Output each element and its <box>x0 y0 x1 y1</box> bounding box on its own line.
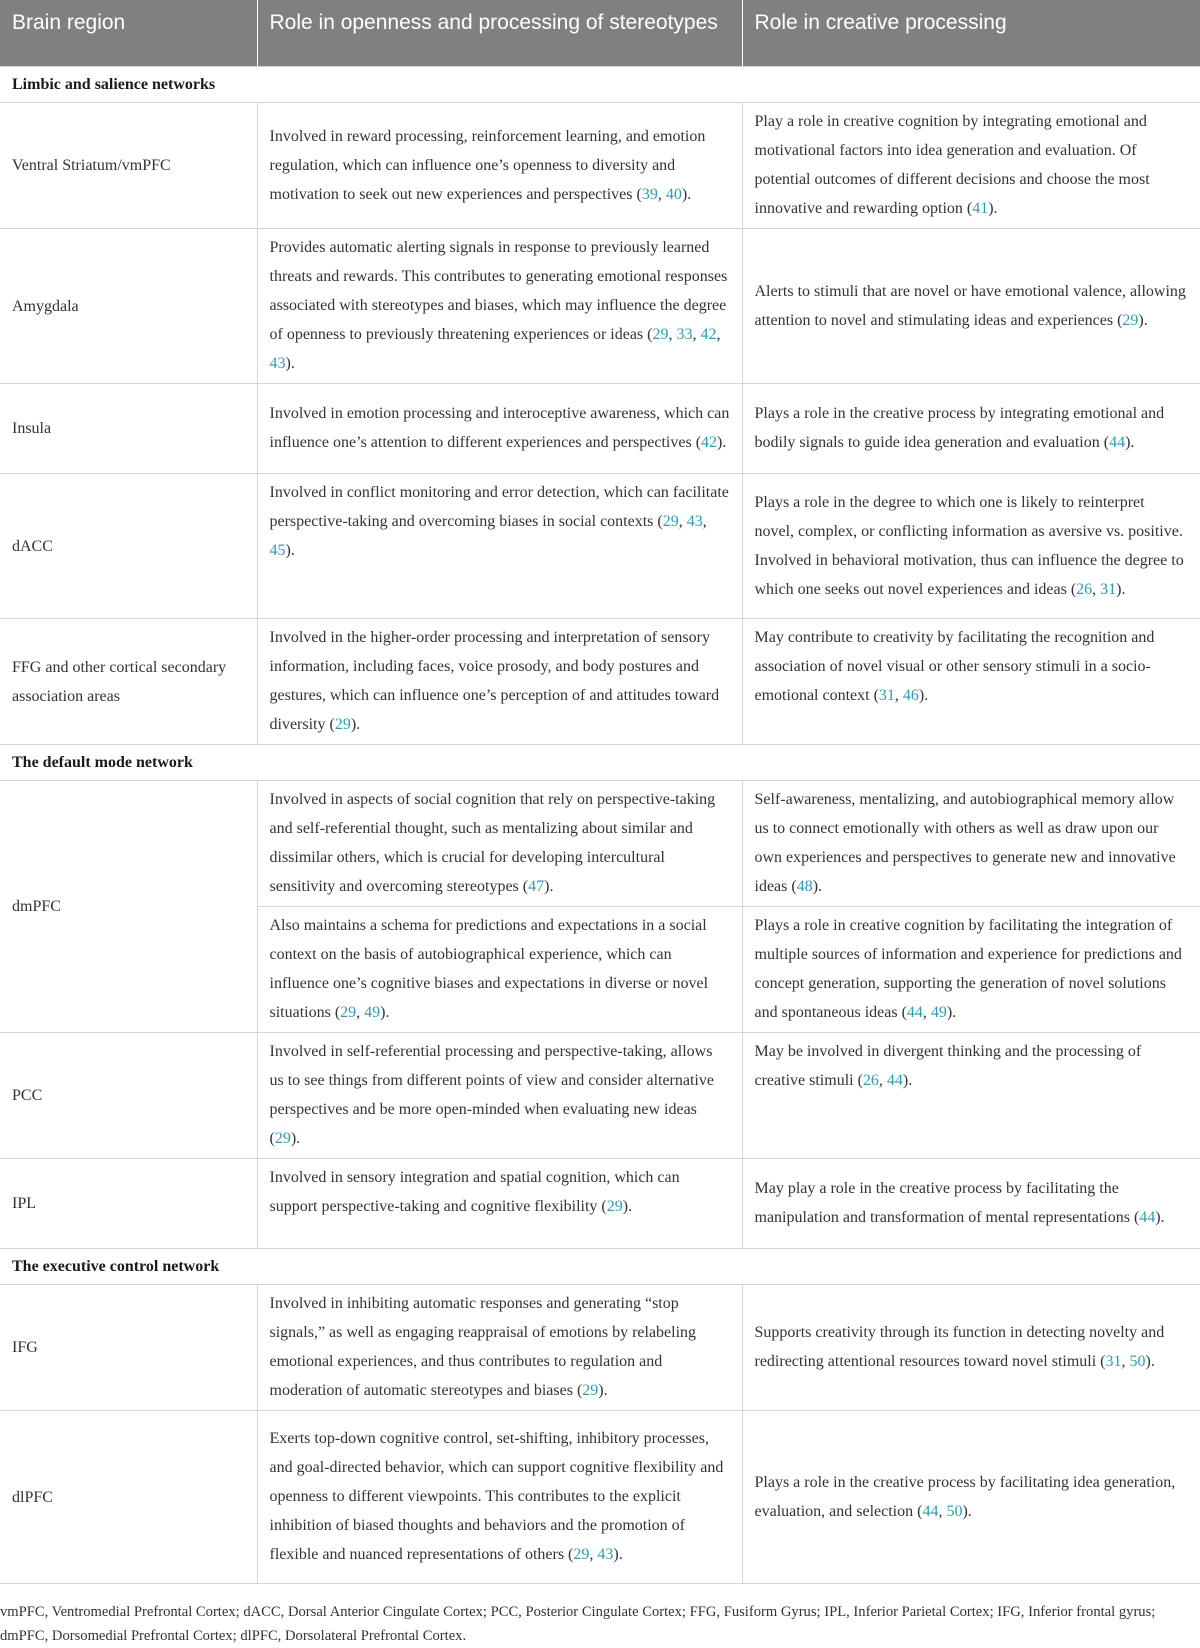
citation-link[interactable]: 29 <box>1122 311 1139 329</box>
citation-link[interactable]: 50 <box>946 1502 963 1520</box>
citation-close: ). <box>380 1004 390 1021</box>
region-cell: PCC <box>0 1033 257 1159</box>
citation-close: ). <box>946 1004 957 1021</box>
citation-close: ). <box>350 716 361 733</box>
cell-text: Plays a role in the creative process by facilitating idea generation, evaluation, and selection ( <box>754 1473 1176 1520</box>
citation-link[interactable]: 29 <box>652 326 669 343</box>
citation-link[interactable]: 29 <box>606 1198 623 1215</box>
creative-cell <box>742 619 1200 745</box>
creative-cell <box>742 1411 1200 1584</box>
citation-link[interactable]: 44 <box>886 1072 903 1089</box>
citation-link[interactable]: 29 <box>582 1382 599 1399</box>
region-cell: IPL <box>0 1159 257 1249</box>
citation-separator: , <box>894 687 903 704</box>
region-cell: IFG <box>0 1285 257 1411</box>
citation-close: ). <box>1155 1209 1165 1226</box>
citation-close: ). <box>812 878 823 895</box>
citation-separator: , <box>678 513 687 530</box>
table-row <box>0 1411 1200 1584</box>
citation-link[interactable]: 44 <box>1109 434 1126 451</box>
citation-link[interactable]: 29 <box>274 1130 291 1147</box>
cell-text: Plays a role in the degree to which one is likely to reinterpret novel, complex, or conflicting information as aversive vs. positive. Involved in behavioral motivation, thus can influence the degree to which one seeks out novel experiences and ideas ( <box>754 493 1184 598</box>
citation-close: ). <box>902 1072 913 1089</box>
citation-separator: , <box>589 1546 598 1563</box>
citation-separator: , <box>922 1004 931 1021</box>
citation-link[interactable]: 44 <box>906 1004 923 1021</box>
openness-cell <box>257 781 742 907</box>
table-row <box>0 384 1200 474</box>
region-cell: dlPFC <box>0 1411 257 1584</box>
citation-separator: , <box>702 513 707 530</box>
cell-text: Involved in inhibiting automatic responses and generating “stop signals,” as well as engaging reappraisal of emotions by relabeling emotional experiences, and thus contributes to regulation and moderation of automatic stereotypes and biases ( <box>269 1295 697 1399</box>
citation-link[interactable]: 49 <box>930 1004 947 1021</box>
cell-text: Alerts to stimuli that are novel or have emotional valence, allowing attention to novel and stimulating ideas and experiences ( <box>754 282 1186 329</box>
citation-link[interactable]: 26 <box>862 1072 879 1089</box>
citation-close: ). <box>717 434 727 451</box>
citation-link[interactable]: 33 <box>676 326 693 343</box>
cell-text: Self-awareness, mentalizing, and autobiographical memory allow us to connect emotionally with others as well as draw upon our own experiences and perspectives to generate new and innovative ideas ( <box>754 791 1176 895</box>
cell-text: May contribute to creativity by facilitating the recognition and association of novel visual or other sensory stimuli in a socio-emotional context ( <box>754 629 1155 704</box>
citation-separator: , <box>657 185 666 203</box>
citation-link[interactable]: 46 <box>902 687 919 704</box>
citation-link[interactable]: 48 <box>796 878 813 895</box>
region-cell: Ventral Striatum/vmPFC <box>0 103 257 229</box>
citation-link[interactable]: 31 <box>1105 1353 1122 1370</box>
openness-cell <box>257 474 742 619</box>
citation-close: ). <box>285 542 295 559</box>
citation-close: ). <box>1125 434 1135 451</box>
citation-close: ). <box>988 200 998 217</box>
openness-cell <box>257 907 742 1033</box>
cell-text: May be involved in divergent thinking and the processing of creative stimuli ( <box>754 1043 1142 1089</box>
citation-separator: , <box>1092 580 1101 598</box>
citation-link[interactable]: 31 <box>878 687 895 704</box>
cell-text: Play a role in creative cognition by integrating emotional and motivational factors into idea generation and evaluation. Of potential outcomes of different decisions and choose the most innovative and rewarding option ( <box>754 113 1150 217</box>
table-row <box>0 781 1200 907</box>
creative-cell <box>742 781 1200 907</box>
citation-link[interactable]: 26 <box>1076 580 1093 598</box>
table-row <box>0 1159 1200 1249</box>
region-cell: Amygdala <box>0 229 257 384</box>
citation-link[interactable]: 40 <box>665 185 682 203</box>
citation-separator: , <box>716 326 721 343</box>
citation-link[interactable]: 42 <box>701 434 718 451</box>
citation-link[interactable]: 41 <box>972 200 989 217</box>
citation-separator: , <box>1121 1353 1130 1370</box>
citation-link[interactable]: 43 <box>686 513 703 530</box>
citation-close: ). <box>918 687 929 704</box>
citation-separator: , <box>938 1502 947 1520</box>
citation-link[interactable]: 29 <box>573 1546 590 1563</box>
header-creative: Role in creative processing <box>742 0 1200 67</box>
cell-text: Supports creativity through its function in detecting novelty and redirecting attentional resources toward novel stimuli ( <box>754 1324 1165 1370</box>
region-cell: dACC <box>0 474 257 619</box>
region-cell: FFG and other cortical secondary association areas <box>0 619 257 745</box>
creative-cell <box>742 229 1200 384</box>
table-row <box>0 474 1200 619</box>
table-row <box>0 103 1200 229</box>
cell-text: Plays a role in the creative process by integrating emotional and bodily signals to guide idea generation and evaluation ( <box>754 405 1165 451</box>
openness-cell <box>257 619 742 745</box>
section-default-mode: The default mode network <box>0 745 1200 781</box>
citation-link[interactable]: 44 <box>1139 1209 1156 1226</box>
section-limbic: Limbic and salience networks <box>0 67 1200 103</box>
cell-text: Involved in conflict monitoring and error detection, which can facilitate perspective-taking and overcoming biases in social contexts ( <box>269 484 729 530</box>
citation-link[interactable]: 49 <box>364 1004 381 1021</box>
citation-link[interactable]: 43 <box>269 355 286 372</box>
region-cell: Insula <box>0 384 257 474</box>
region-cell: dmPFC <box>0 781 257 1033</box>
cell-text: Also maintains a schema for predictions and expectations in a social context on the basis of autobiographical experience, which can influence one’s cognitive biases and expectations in diverse or novel situations ( <box>269 917 709 1021</box>
citation-close: ). <box>681 185 692 203</box>
citation-close: ). <box>544 878 554 895</box>
creative-cell <box>742 1033 1200 1159</box>
citation-link[interactable]: 29 <box>662 513 679 530</box>
cell-text: Involved in self-referential processing and perspective-taking, allows us to see things from different points of view and consider alternative perspectives and be more open-minded when evaluating new ideas ( <box>269 1043 714 1147</box>
citation-link[interactable]: 31 <box>1100 580 1117 598</box>
creative-cell <box>742 907 1200 1033</box>
openness-cell <box>257 1285 742 1411</box>
citation-link[interactable]: 42 <box>700 326 717 343</box>
citation-link[interactable]: 44 <box>922 1502 939 1520</box>
openness-cell <box>257 1033 742 1159</box>
citation-separator: , <box>878 1072 887 1089</box>
openness-cell <box>257 1159 742 1249</box>
cell-text: Involved in emotion processing and interoceptive awareness, which can influence one’s attention to different experiences and perspectives ( <box>269 405 730 451</box>
table-row <box>0 619 1200 745</box>
cell-text: May play a role in the creative process by facilitating the manipulation and transformation of mental representations ( <box>754 1180 1140 1226</box>
header-openness: Role in openness and processing of stereotypes <box>257 0 742 67</box>
table-row <box>0 229 1200 384</box>
citation-close: ). <box>285 355 295 372</box>
table-row <box>0 1285 1200 1411</box>
openness-cell <box>257 229 742 384</box>
citation-link[interactable]: 29 <box>340 1004 357 1021</box>
cell-text: Involved in reward processing, reinforcement learning, and emotion regulation, which can influence one’s openness to diversity and motivation to seek out new experiences and perspectives ( <box>269 127 706 203</box>
citation-link[interactable]: 45 <box>269 542 286 559</box>
citation-link[interactable]: 43 <box>597 1546 614 1563</box>
openness-cell <box>257 1411 742 1584</box>
table-row <box>0 1033 1200 1159</box>
citation-close: ). <box>1145 1353 1155 1370</box>
section-executive-control: The executive control network <box>0 1249 1200 1285</box>
citation-link[interactable]: 39 <box>641 185 658 203</box>
header-brain-region: Brain region <box>0 0 257 67</box>
openness-cell <box>257 103 742 229</box>
creative-cell <box>742 103 1200 229</box>
citation-link[interactable]: 29 <box>334 716 351 733</box>
citation-separator: , <box>668 326 677 343</box>
cell-text: Plays a role in creative cognition by facilitating the integration of multiple sources of information and experience for predictions and concept generation, supporting the generation of novel solutions and spontaneous ideas ( <box>754 917 1182 1021</box>
cell-text: Provides automatic alerting signals in response to previously learned threats and rewards. This contributes to generating emotional responses associated with stereotypes and biases, which may influence the degree of openness to previously threatening experiences or ideas ( <box>269 239 728 343</box>
citation-separator: , <box>692 326 701 343</box>
header-row <box>0 0 1200 67</box>
citation-link[interactable]: 47 <box>528 878 545 895</box>
citation-close: ). <box>962 1502 972 1520</box>
creative-cell <box>742 384 1200 474</box>
citation-close: ). <box>1116 580 1126 598</box>
openness-cell <box>257 384 742 474</box>
creative-cell <box>742 1159 1200 1249</box>
citation-close: ). <box>613 1546 623 1563</box>
abbreviations-footnote: vmPFC, Ventromedial Prefrontal Cortex; dACC, Dorsal Anterior Cingulate Cortex; PCC, Posterior Cingulate Cortex; FFG, Fusiform Gyrus; IPL, Inferior Parietal Cortex; IFG, Inferior frontal gyrus; dmPFC, Dorsomedial Prefrontal Cortex; dlPFC, Dorsolateral Prefrontal Cortex. <box>0 1604 1156 1644</box>
creative-cell <box>742 1285 1200 1411</box>
citation-close: ). <box>1138 311 1148 329</box>
creative-cell <box>742 474 1200 619</box>
citation-close: ). <box>290 1130 301 1147</box>
cell-text: Exerts top-down cognitive control, set-shifting, inhibitory processes, and goal-directed behavior, which can support cognitive flexibility and openness to different viewpoints. This contributes to the explicit inhibition of biased thoughts and behaviors and the promotion of flexible and nuanced representations of others ( <box>269 1430 724 1563</box>
cell-text: Involved in aspects of social cognition that rely on perspective-taking and self-referential thought, such as mentalizing about similar and dissimilar others, which is crucial for developing intercultural sensitivity and overcoming stereotypes ( <box>269 791 716 895</box>
citation-close: ). <box>598 1382 608 1399</box>
cell-text: Involved in sensory integration and spatial cognition, which can support perspective-taking and cognitive flexibility ( <box>269 1169 680 1215</box>
citation-close: ). <box>622 1198 633 1215</box>
citation-link[interactable]: 50 <box>1129 1353 1146 1370</box>
citation-separator: , <box>356 1004 365 1021</box>
cell-text: Involved in the higher-order processing and interpretation of sensory information, including faces, voice prosody, and body postures and gestures, which can influence one’s perception of and attitudes toward diversity ( <box>269 629 720 733</box>
